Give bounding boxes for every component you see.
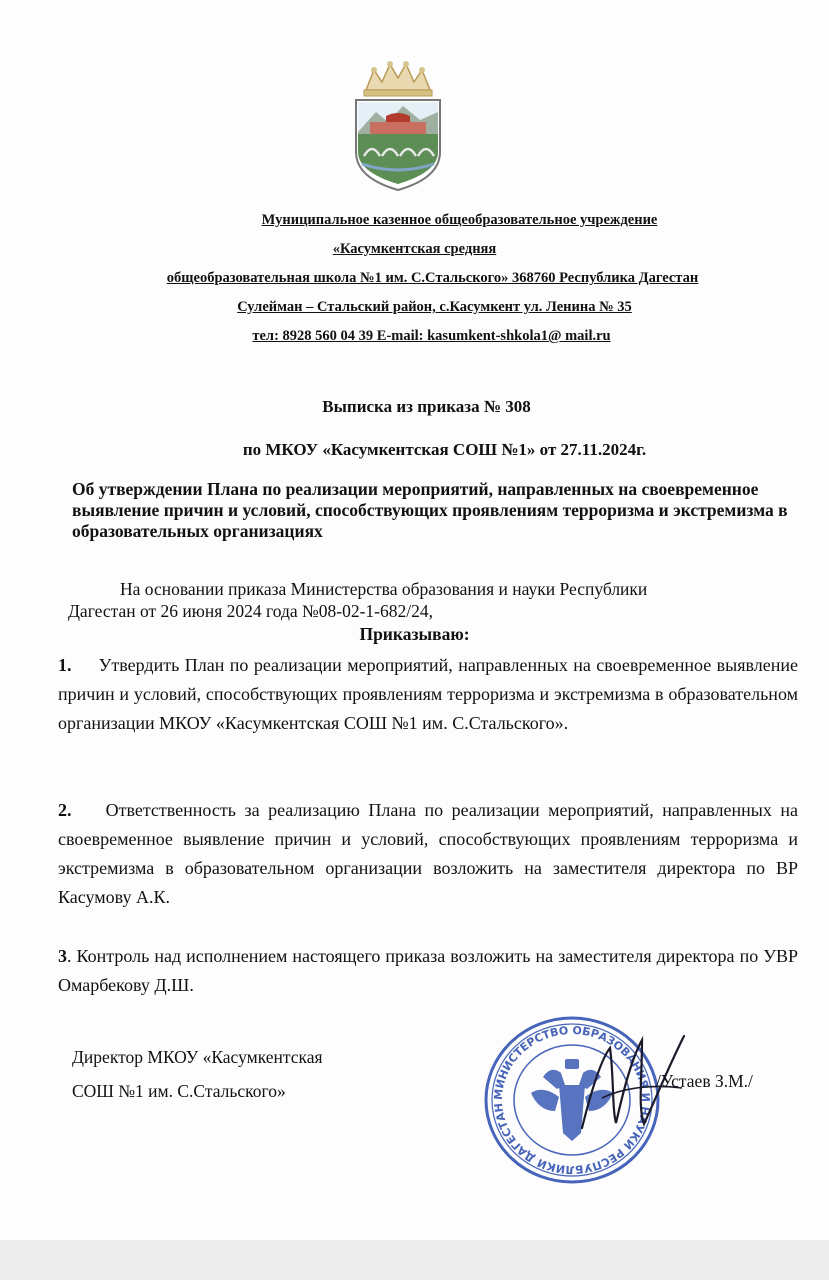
order-item: [58, 651, 798, 738]
stamp-ring-text: МИНИСТЕРСТВО ОБРАЗОВАНИЯ И НАУКИ РЕСПУБЛИКИ ДАГЕСТАН: [491, 1023, 653, 1177]
order-item: [58, 942, 798, 1000]
order-title: Выписка из приказа № 308: [322, 397, 531, 416]
order-item: [58, 796, 798, 912]
item-text: Ответственность за реализацию Плана по реализации мероприятий, направленных на своевременное выявление причин и условий, способствующих проявлениям терроризма и экстремизма в образовательном организации возложить на заместителя директора по ВР Касумову А.К.: [58, 800, 798, 907]
item-number: 1.: [58, 655, 72, 675]
order-subject: Об утверждении Плана по реализации мероприятий, направленных на своевременное выявление причин и условий, способствующих проявлениям терроризма и экстремизма в образовательных организациях: [72, 479, 788, 541]
letterhead-contacts: тел: 8928 560 04 39 E-mail: kasumkent-shkola1@ mail.ru: [252, 328, 611, 344]
order-basis: [68, 578, 798, 622]
basis-line: Дагестан от 26 июня 2024 года №08-02-1-682/24,: [68, 601, 433, 621]
item-text: . Контроль над исполнением настоящего приказа возложить на заместителя директора по УВР Омарбекову Д.Ш.: [58, 946, 798, 995]
coat-of-arms-logo: [348, 60, 448, 192]
order-directive-heading: Приказываю:: [359, 624, 470, 644]
letterhead-line: Муниципальное казенное общеобразовательное учреждение: [261, 212, 658, 228]
item-number: 2.: [58, 800, 72, 820]
basis-line: На основании приказа Министерства образования и науки Республики: [120, 579, 648, 599]
item-text: Утвердить План по реализации мероприятий, направленных на своевременное выявление причин и условий, способствующих проявлениям терроризма и экстремизма в образовательном организации МКОУ «Касумкентская СОШ №1 им. С.Стальского».: [58, 655, 799, 733]
position-line: СОШ №1 им. С.Стальского»: [72, 1081, 286, 1101]
bottom-margin: [0, 1240, 829, 1280]
order-subtitle: по МКОУ «Касумкентская СОШ №1» от 27.11.2024г.: [242, 440, 647, 459]
letterhead: [0, 206, 829, 351]
position-line: Директор МКОУ «Касумкентская: [72, 1047, 323, 1067]
letterhead-line: общеобразовательная школа №1 им. С.Стальского» 368760 Республика Дагестан: [166, 270, 699, 286]
letterhead-line: «Касумкентская средняя: [332, 241, 497, 257]
item-number: 3: [58, 946, 67, 966]
signatory-name: /Устаев З.М./: [656, 1071, 753, 1091]
letterhead-line: Сулейман – Стальский район, с.Касумкент ул. Ленина № 35: [237, 299, 632, 315]
signatory-position: [72, 1040, 323, 1108]
